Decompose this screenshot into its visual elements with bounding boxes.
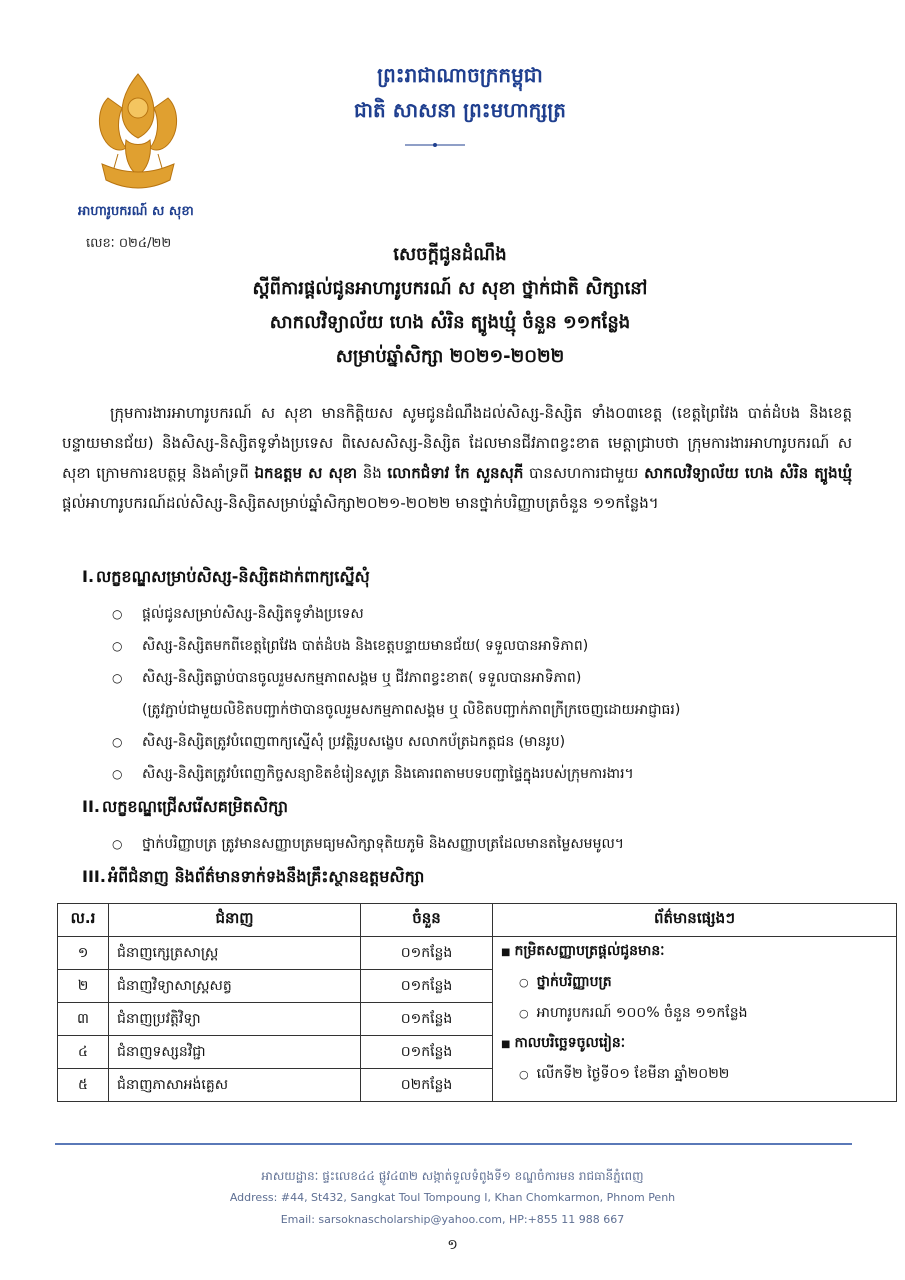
column-header-skill: ជំនាញ (109, 904, 361, 937)
info-item-text: អាហារូបករណ៍ ១០០% ចំនួន ១១កន្លែង (536, 1005, 748, 1021)
section-title: លក្ខខណ្ឌជ្រើសរើសគម្រិតសិក្សា (101, 797, 288, 816)
intro-bold: ឯកឧត្ដម ស សុខា (254, 464, 358, 482)
section-number: III. (82, 867, 106, 886)
list-item-text: ផ្ដល់ជូនសម្រាប់សិស្ស-និស្សិតទូទាំងប្រទេស (142, 606, 364, 622)
list-item-text: ថ្នាក់បរិញ្ញាបត្រ ត្រូវមានសញ្ញាបត្រមធ្យមសិក្សាទុតិយភូមិ និងសញ្ញាបត្រដែលមានតម្លៃសមមូល។ (142, 836, 625, 852)
list-item (112, 828, 872, 860)
cell-skill: ជំនាញប្រវត្តិវិទ្យា (109, 1003, 361, 1036)
cell-skill: ជំនាញភាសាអង់គ្លេស (109, 1069, 361, 1102)
section-2-heading (82, 796, 288, 820)
page-number: ១ (447, 1237, 458, 1253)
kingdom-motto-line2: ជាតិ សាសនា ព្រះមហាក្សត្រ (354, 98, 566, 122)
circle-bullet-icon: ○ (519, 1068, 529, 1081)
kingdom-motto-line1: ព្រះរាជាណាចក្រកម្ពុជា (377, 63, 543, 87)
cell-skill: ជំនាញវិទ្យាសាស្ត្រសត្វ (109, 970, 361, 1003)
cell-count: ០១កន្លែង (361, 1003, 493, 1036)
footer-contact: Email: sarsoknascholarship@yahoo.com, HP:+855 11 988 667 (280, 1213, 625, 1226)
info-heading (501, 937, 888, 967)
cell-skill: ជំនាញទស្សនវិជ្ជា (109, 1036, 361, 1069)
info-heading (501, 1029, 888, 1059)
intro-part: បានសហការជាមួយ (523, 464, 645, 482)
title-line-1: សេចក្ដីជូនដំណឹង (393, 244, 507, 265)
circle-bullet-icon: ○ (112, 735, 123, 749)
column-header-no: ល.រ (58, 904, 109, 937)
circle-bullet-icon: ○ (112, 639, 123, 653)
list-item (112, 726, 872, 758)
section-title: អំពីជំនាញ និងព័ត៌មានទាក់ទងនឹងគ្រឹះស្ថានឧត្ដមសិក្សា (107, 867, 425, 886)
section-number: I. (82, 567, 95, 586)
document-title (150, 238, 750, 374)
cell-no: ១ (58, 937, 109, 970)
footer-address-english: Address: #44, St432, Sangkat Toul Tompoung I, Khan Chomkarmon, Phnom Penh (229, 1191, 676, 1204)
intro-bold: សាកលវិទ្យាល័យ ហេង សំរិន ត្បូងឃ្មុំ (644, 464, 852, 482)
circle-bullet-icon: ○ (519, 976, 529, 989)
list-item-text: សិស្ស-និស្សិតធ្លាប់បានចូលរួមសកម្មភាពសង្គម ឬ ជីវភាពខ្វះខាត( ទទួលបានអាទិភាព) (142, 670, 582, 686)
cell-count: ០២កន្លែង (361, 1069, 493, 1102)
intro-paragraph (62, 398, 852, 518)
info-item (501, 1059, 888, 1090)
list-item (112, 662, 872, 694)
info-item-text: លើកទី២ ថ្ងៃទី០១ ខែមីនា ឆ្នាំ២០២២ (536, 1066, 730, 1082)
list-item-continuation (112, 694, 872, 726)
section-2-list (112, 828, 872, 860)
section-number: II. (82, 797, 100, 816)
cell-skill: ជំនាញក្សេត្រសាស្ត្រ (109, 937, 361, 970)
divider-ornament (405, 140, 465, 150)
square-bullet-icon: ■ (501, 947, 511, 958)
column-header-info: ព័ត៌មានផ្សេងៗ (493, 904, 897, 937)
list-item-text: សិស្ស-និស្សិតត្រូវបំពេញពាក្យស្នើសុំ ប្រវត្តិរូបសង្ខេប សលាកប័ត្រឯកត្តជន (មានរូប) (142, 734, 566, 750)
info-heading-text: កម្រិតសញ្ញាបត្រផ្ដល់ជូនមានៈ (514, 943, 665, 959)
list-item (112, 630, 872, 662)
intro-part: មានកិត្តិយស សូមជូនដំណឹងដល់សិស្ស-និស្សិត ទាំង០៣ខេត្ត (ខេត្តព្រៃវែង បាត់ដំបង និងខេត្តបន្ទាយមានជ័យ) និងសិស្ស-និស្សិតទូទាំងប្រទេស ពិសេសសិស្ស-និស្សិត ដែលមានជីវភាពខ្វះខាត មេត្តាជ្រាបថា ក្រុមការងារអាហារូបករណ៍ ស សុខា ក្រោមការឧបត្ថម្ភ និងគាំទ្រពី (62, 404, 852, 482)
cell-count: ០១កន្លែង (361, 1036, 493, 1069)
cell-no: ៣ (58, 1003, 109, 1036)
square-bullet-icon: ■ (501, 1039, 511, 1050)
info-item (501, 967, 888, 998)
info-item-text: ថ្នាក់បរិញ្ញាបត្រ (536, 974, 612, 990)
footer-divider (55, 1143, 852, 1145)
section-1-heading (82, 566, 370, 590)
intro-part: ផ្ដល់អាហារូបករណ៍ដល់សិស្ស-និស្សិតសម្រាប់ឆ្នាំសិក្សា២០២១-២០២២ មានថ្នាក់បរិញ្ញាបត្រចំនួន ១១កន្លែង។ (62, 494, 659, 512)
list-item-text: (ត្រូវភ្ជាប់ជាមួយលិខិតបញ្ជាក់ថាបានចូលរួមសកម្មភាពសង្គម ឬ លិខិតបញ្ជាក់ភាពក្រីក្រចេញដោយអាជ្ញាធរ) (142, 702, 681, 718)
info-item (501, 998, 888, 1029)
circle-bullet-icon: ○ (112, 671, 123, 685)
circle-bullet-icon: ○ (519, 1007, 529, 1020)
circle-bullet-icon: ○ (112, 767, 123, 781)
title-line-2: ស្ដីពីការផ្ដល់ជូនអាហារូបករណ៍ ស សុខា ថ្នាក់ជាតិ សិក្សានៅ (252, 278, 648, 299)
column-header-count: ចំនួន (361, 904, 493, 937)
list-item (112, 758, 872, 790)
list-item-text: សិស្ស-និស្សិតត្រូវបំពេញកិច្ចសន្យាខិតខំរៀនសូត្រ និងគោរពតាមបទបញ្ជាផ្ទៃក្នុងរបស់ក្រុមការងារ។ (142, 766, 634, 782)
table-row (58, 937, 897, 970)
cell-other-info (493, 937, 897, 1102)
skills-table (57, 903, 897, 1102)
footer-address-khmer: អាសយដ្ឋានៈ ផ្ទះលេខ៤៤ ផ្លូវ៤៣២ សង្កាត់ទួលទំពូងទី១ ខណ្ឌចំការមន រាជធានីភ្នំពេញ (261, 1169, 644, 1183)
intro-bold: លោកជំទាវ កែ សួនសុភី (387, 464, 524, 482)
section-1-list (112, 598, 872, 790)
list-item (112, 598, 872, 630)
list-item-text: សិស្ស-និស្សិតមកពីខេត្តព្រៃវែង បាត់ដំបង និងខេត្តបន្ទាយមានជ័យ( ទទួលបានអាទិភាព) (142, 638, 589, 654)
circle-bullet-icon: ○ (112, 837, 123, 851)
intro-part: និង (357, 464, 388, 482)
org-caption: អាហារូបករណ៍ ស សុខា (78, 204, 194, 219)
cell-no: ៥ (58, 1069, 109, 1102)
cell-no: ២ (58, 970, 109, 1003)
cell-count: ០១កន្លែង (361, 937, 493, 970)
table-header-row (58, 904, 897, 937)
reference-number: លេខៈ ០២៤/២២ (86, 236, 172, 251)
emblem-logo (88, 68, 188, 193)
circle-bullet-icon: ○ (112, 607, 123, 621)
title-line-3: សាកលវិទ្យាល័យ ហេង សំរិន ត្បូងឃ្មុំ ចំនួន ១១កន្លែង (269, 312, 631, 333)
intro-part: ក្រុមការងារអាហារូបករណ៍ ស សុខា (110, 404, 313, 422)
section-3-heading (82, 866, 424, 890)
info-heading-text: កាលបរិច្ឆេទចូលរៀនៈ (514, 1035, 626, 1051)
cell-no: ៤ (58, 1036, 109, 1069)
section-title: លក្ខខណ្ឌសម្រាប់សិស្ស-និស្សិតដាក់ពាក្យស្នើសុំ (96, 567, 370, 586)
cell-count: ០១កន្លែង (361, 970, 493, 1003)
title-line-4: សម្រាប់ឆ្នាំសិក្សា ២០២១-២០២២ (335, 346, 565, 367)
